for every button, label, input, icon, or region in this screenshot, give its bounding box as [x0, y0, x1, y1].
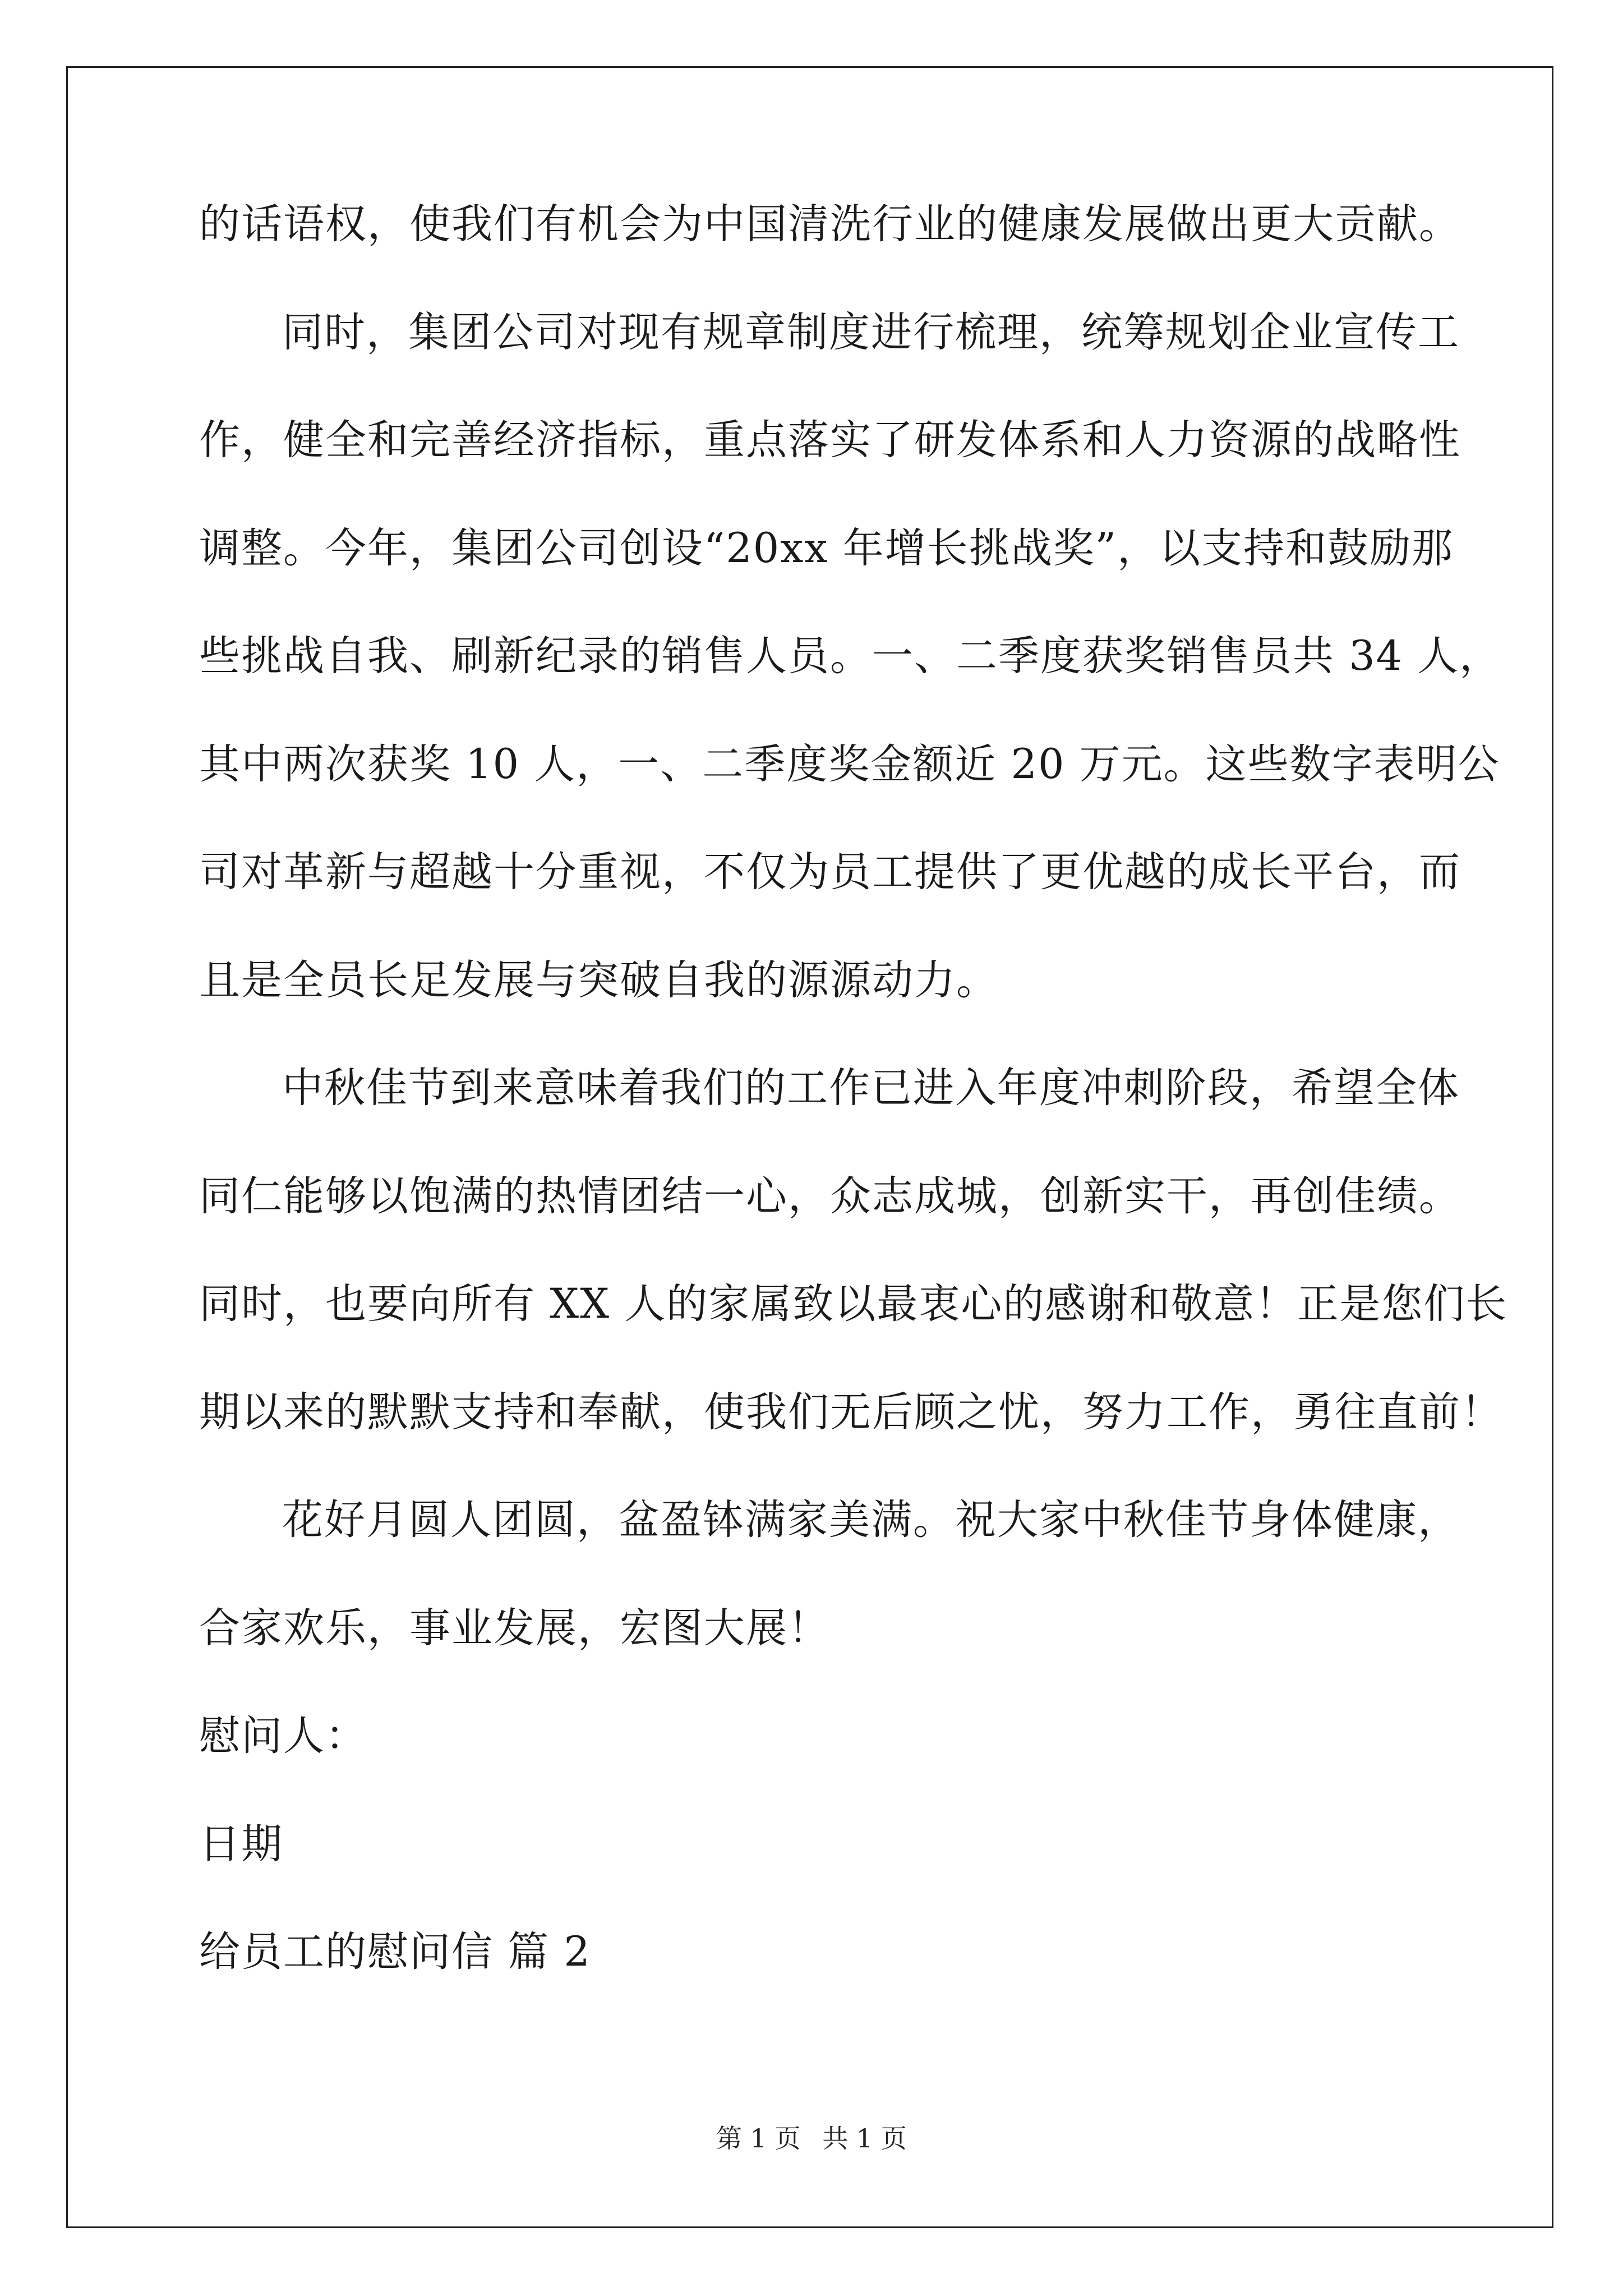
text-line-4: 调整。今年，集团公司创设“20xx 年增长挑战奖”，以支持和鼓励那 — [199, 524, 1454, 572]
section-heading: 给员工的慰问信 篇 2 — [199, 1928, 591, 1976]
text-line-8: 且是全员长足发展与突破自我的源源动力。 — [199, 956, 998, 1004]
page-border — [66, 66, 1553, 2228]
text-line-11: 同时，也要向所有 XX 人的家属致以最衷心的感谢和敬意！正是您们长 — [199, 1280, 1508, 1328]
text-line-14: 合家欢乐，事业发展，宏图大展！ — [199, 1604, 830, 1652]
text-line-3: 作，健全和完善经济指标，重点落实了研发体系和人力资源的战略性 — [199, 416, 1461, 464]
date-label: 日期 — [199, 1820, 283, 1868]
text-line-9: 中秋佳节到来意味着我们的工作已进入年度冲刺阶段，希望全体 — [282, 1064, 1460, 1112]
text-line-5: 些挑战自我、刷新纪录的销售人员。一、二季度获奖销售员共 34 人， — [199, 632, 1502, 680]
text-line-6: 其中两次获奖 10 人，一、二季度奖金额近 20 万元。这些数字表明公 — [199, 740, 1500, 788]
text-line-1: 的话语权，使我们有机会为中国清洗行业的健康发展做出更大贡献。 — [199, 200, 1461, 248]
page-number-current: 第 1 页 — [716, 2123, 801, 2154]
page-number-total: 共 1 页 — [822, 2123, 907, 2154]
text-line-7: 司对革新与超越十分重视，不仅为员工提供了更优越的成长平台，而 — [199, 848, 1461, 896]
text-line-13: 花好月圆人团圆，盆盈钵满家美满。祝大家中秋佳节身体健康， — [282, 1496, 1460, 1544]
text-line-2: 同时，集团公司对现有规章制度进行梳理，统筹规划企业宣传工 — [282, 309, 1460, 356]
signatory-label: 慰问人： — [199, 1712, 367, 1760]
text-line-10: 同仁能够以饱满的热情团结一心，众志成城，创新实干，再创佳绩。 — [199, 1172, 1461, 1220]
page-footer — [0, 2122, 1623, 2155]
text-line-12: 期以来的默默支持和奉献，使我们无后顾之忧，努力工作，勇往直前！ — [199, 1388, 1503, 1436]
